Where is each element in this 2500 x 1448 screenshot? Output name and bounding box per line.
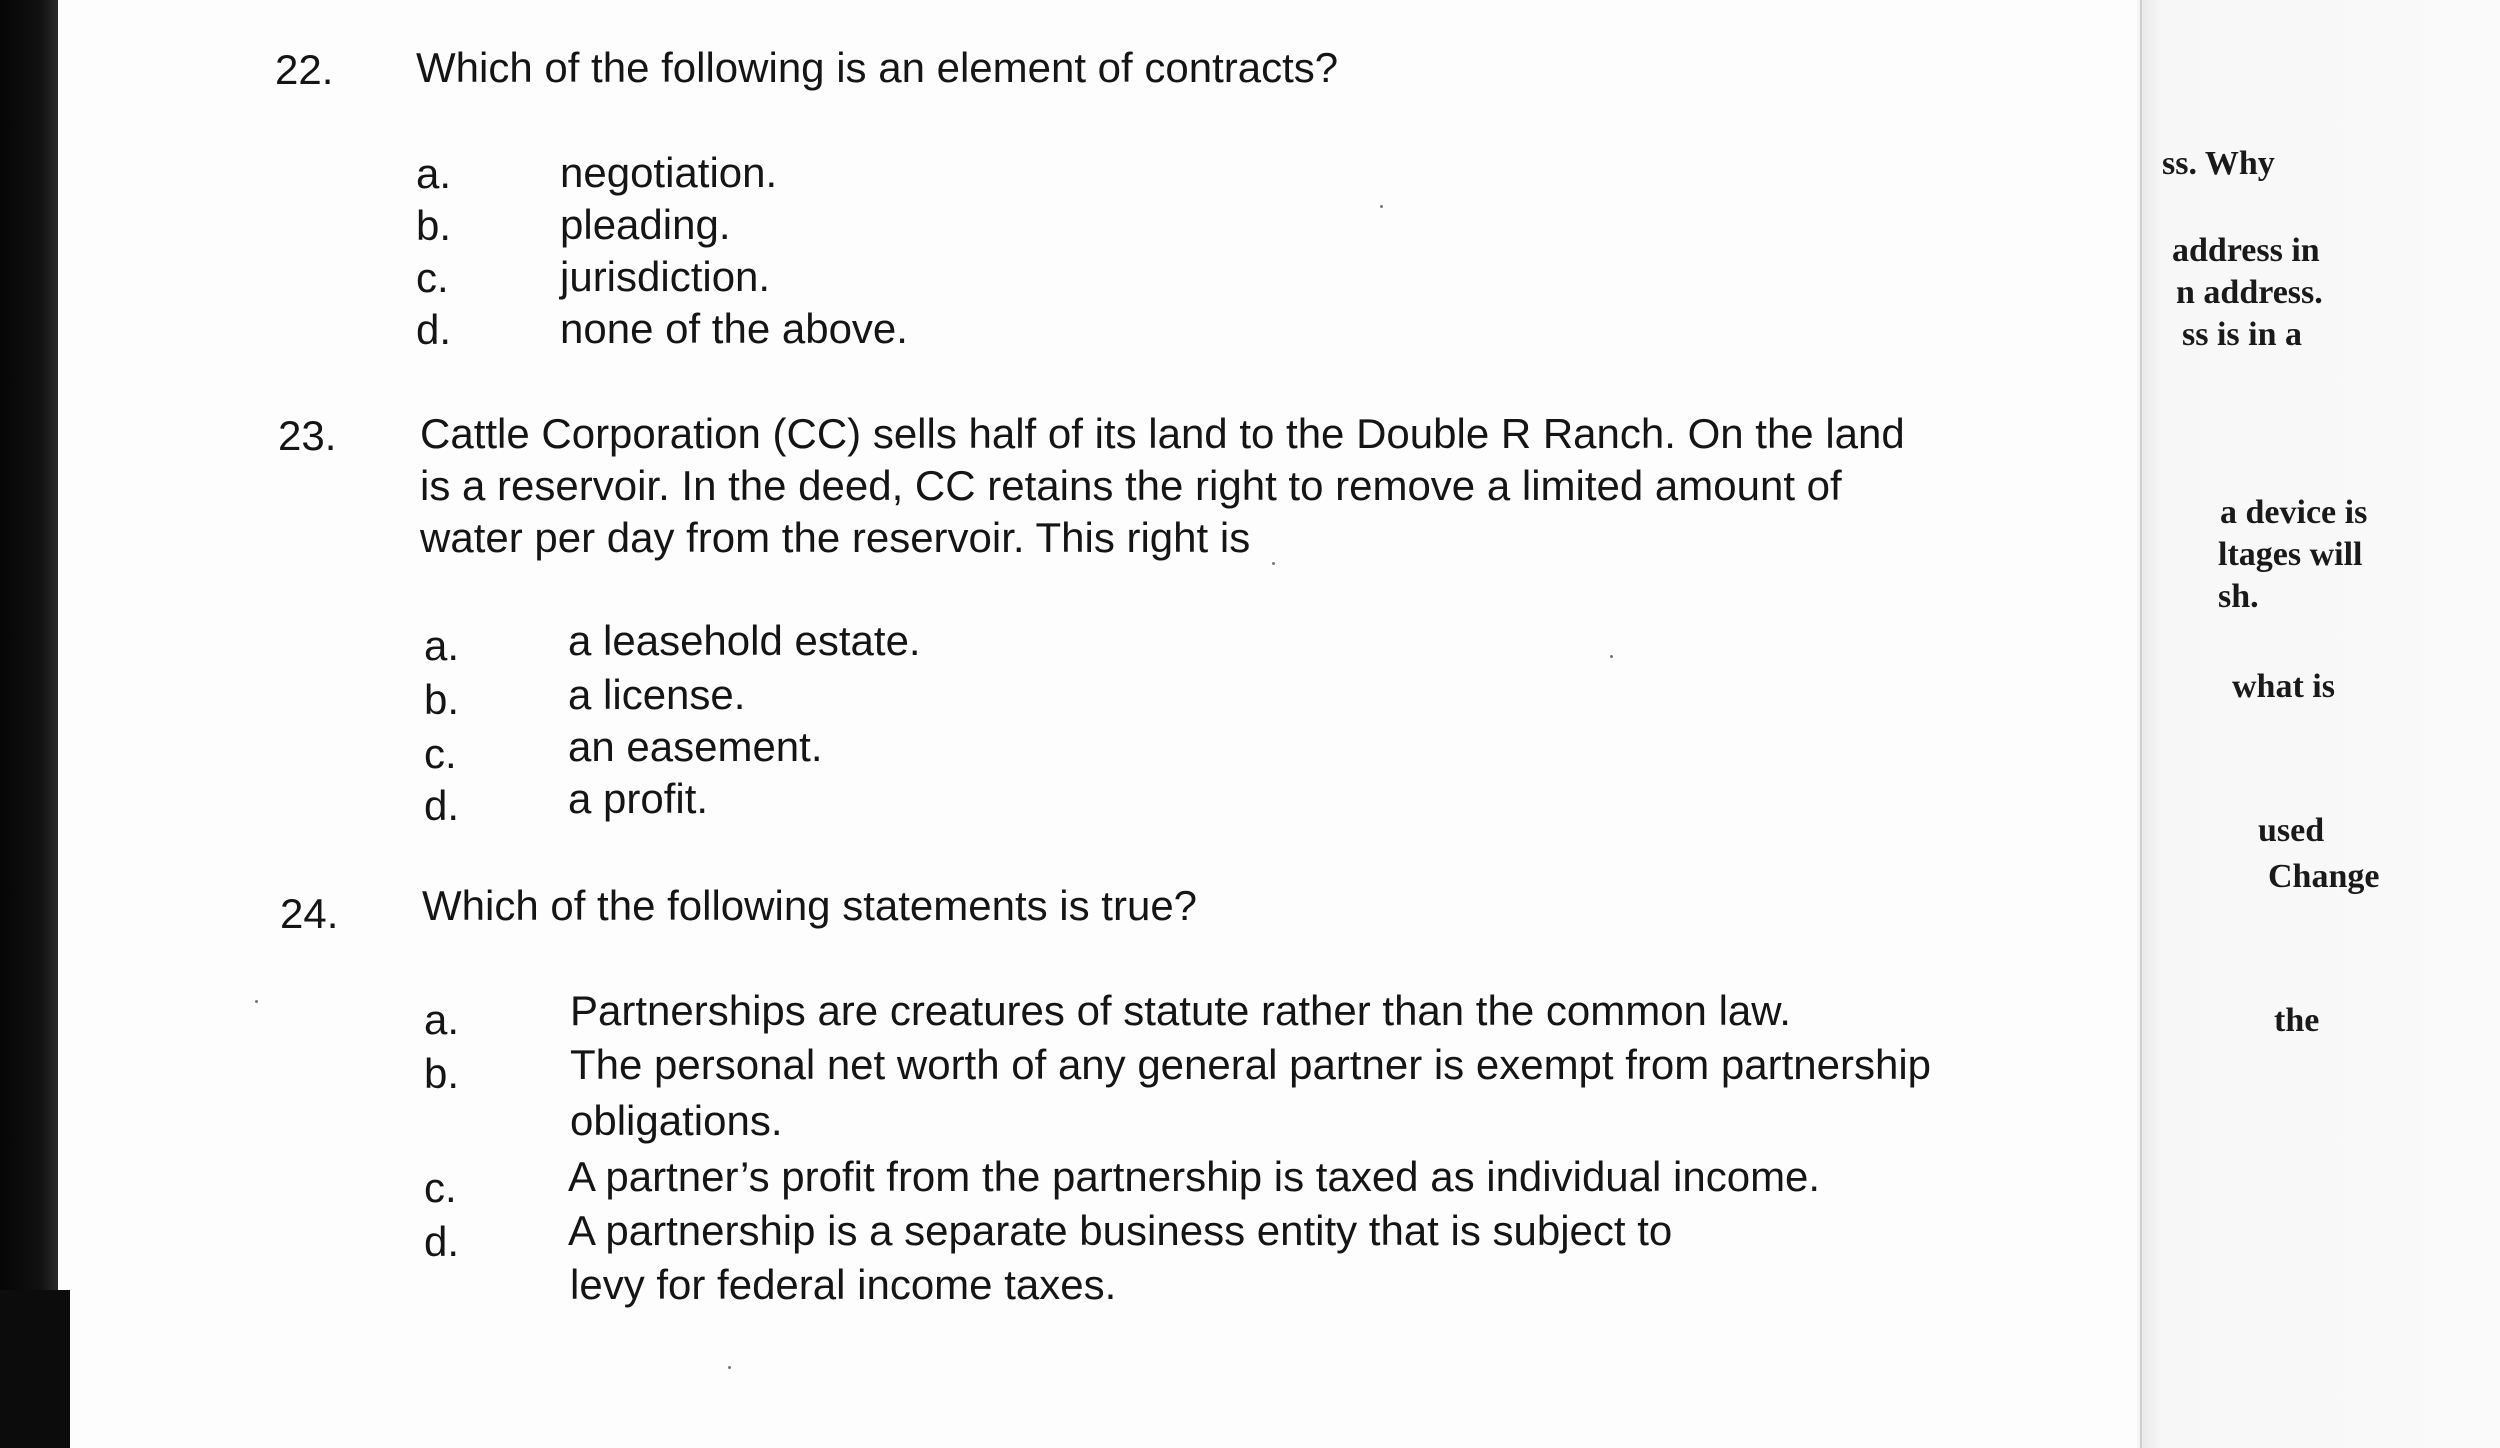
option-letter: d. (416, 306, 452, 353)
bleed-fragment: n address. (2176, 274, 2323, 311)
question-text: water per day from the reservoir. This right is (420, 514, 1251, 561)
option-text: levy for federal income taxes. (570, 1261, 1117, 1308)
bleed-fragment: ss. Why (2162, 145, 2275, 182)
option-text: a profit. (568, 775, 709, 822)
option-letter: b. (416, 202, 452, 249)
option-letter: c. (416, 254, 449, 301)
scan-speck (1380, 205, 1383, 208)
option-text: A partner’s profit from the partnership is taxed as individual income. (568, 1153, 1821, 1200)
question-text: Which of the following is an element of contracts? (416, 44, 1339, 91)
bleed-fragment: ltages will (2218, 536, 2363, 573)
option-letter: d. (424, 782, 460, 829)
option-text: none of the above. (560, 305, 908, 352)
option-letter: b. (424, 1050, 460, 1097)
question-text: Which of the following statements is true? (422, 882, 1198, 929)
bleed-fragment: a device is (2220, 494, 2368, 531)
question-number: 23. (278, 412, 337, 459)
option-letter: a. (424, 622, 460, 669)
option-text: Partnerships are creatures of statute rather than the common law. (570, 987, 1791, 1034)
option-text: negotiation. (560, 149, 778, 196)
option-letter: c. (424, 1164, 457, 1211)
bleed-fragment: sh. (2218, 578, 2259, 615)
bleed-fragment: ss is in a (2182, 316, 2302, 353)
option-letter: d. (424, 1218, 460, 1265)
option-text: The personal net worth of any general partner is exempt from partnership (570, 1041, 1932, 1088)
scanner-edge-corner (0, 1290, 70, 1448)
scanner-edge (0, 0, 58, 1448)
question-text: Cattle Corporation (CC) sells half of its land to the Double R Ranch. On the land (420, 410, 1905, 457)
bleed-fragment: used (2258, 812, 2325, 849)
option-text: jurisdiction. (560, 253, 771, 300)
option-text: an easement. (568, 723, 823, 770)
option-letter: b. (424, 676, 460, 723)
option-letter: a. (416, 150, 452, 197)
option-letter: c. (424, 730, 457, 777)
option-text: A partnership is a separate business entity that is subject to (568, 1207, 1673, 1254)
option-letter: a. (424, 996, 460, 1043)
scan-speck (728, 1366, 731, 1369)
bleed-fragment: the (2274, 1002, 2320, 1039)
bleed-fragment: what is (2232, 668, 2335, 705)
scan-speck (255, 1000, 258, 1003)
question-text: is a reservoir. In the deed, CC retains the right to remove a limited amount of (420, 462, 1842, 509)
bleed-fragment: Change (2268, 858, 2380, 895)
option-text: a license. (568, 671, 746, 718)
back-sheet (2140, 0, 2500, 1448)
option-text: a leasehold estate. (568, 617, 921, 664)
option-text: obligations. (570, 1097, 783, 1144)
question-number: 22. (275, 46, 334, 93)
scan-speck (1610, 655, 1613, 658)
bleed-fragment: address in (2172, 232, 2320, 269)
scan-speck (1272, 562, 1275, 565)
option-text: pleading. (560, 201, 731, 248)
question-number: 24. (280, 890, 339, 937)
